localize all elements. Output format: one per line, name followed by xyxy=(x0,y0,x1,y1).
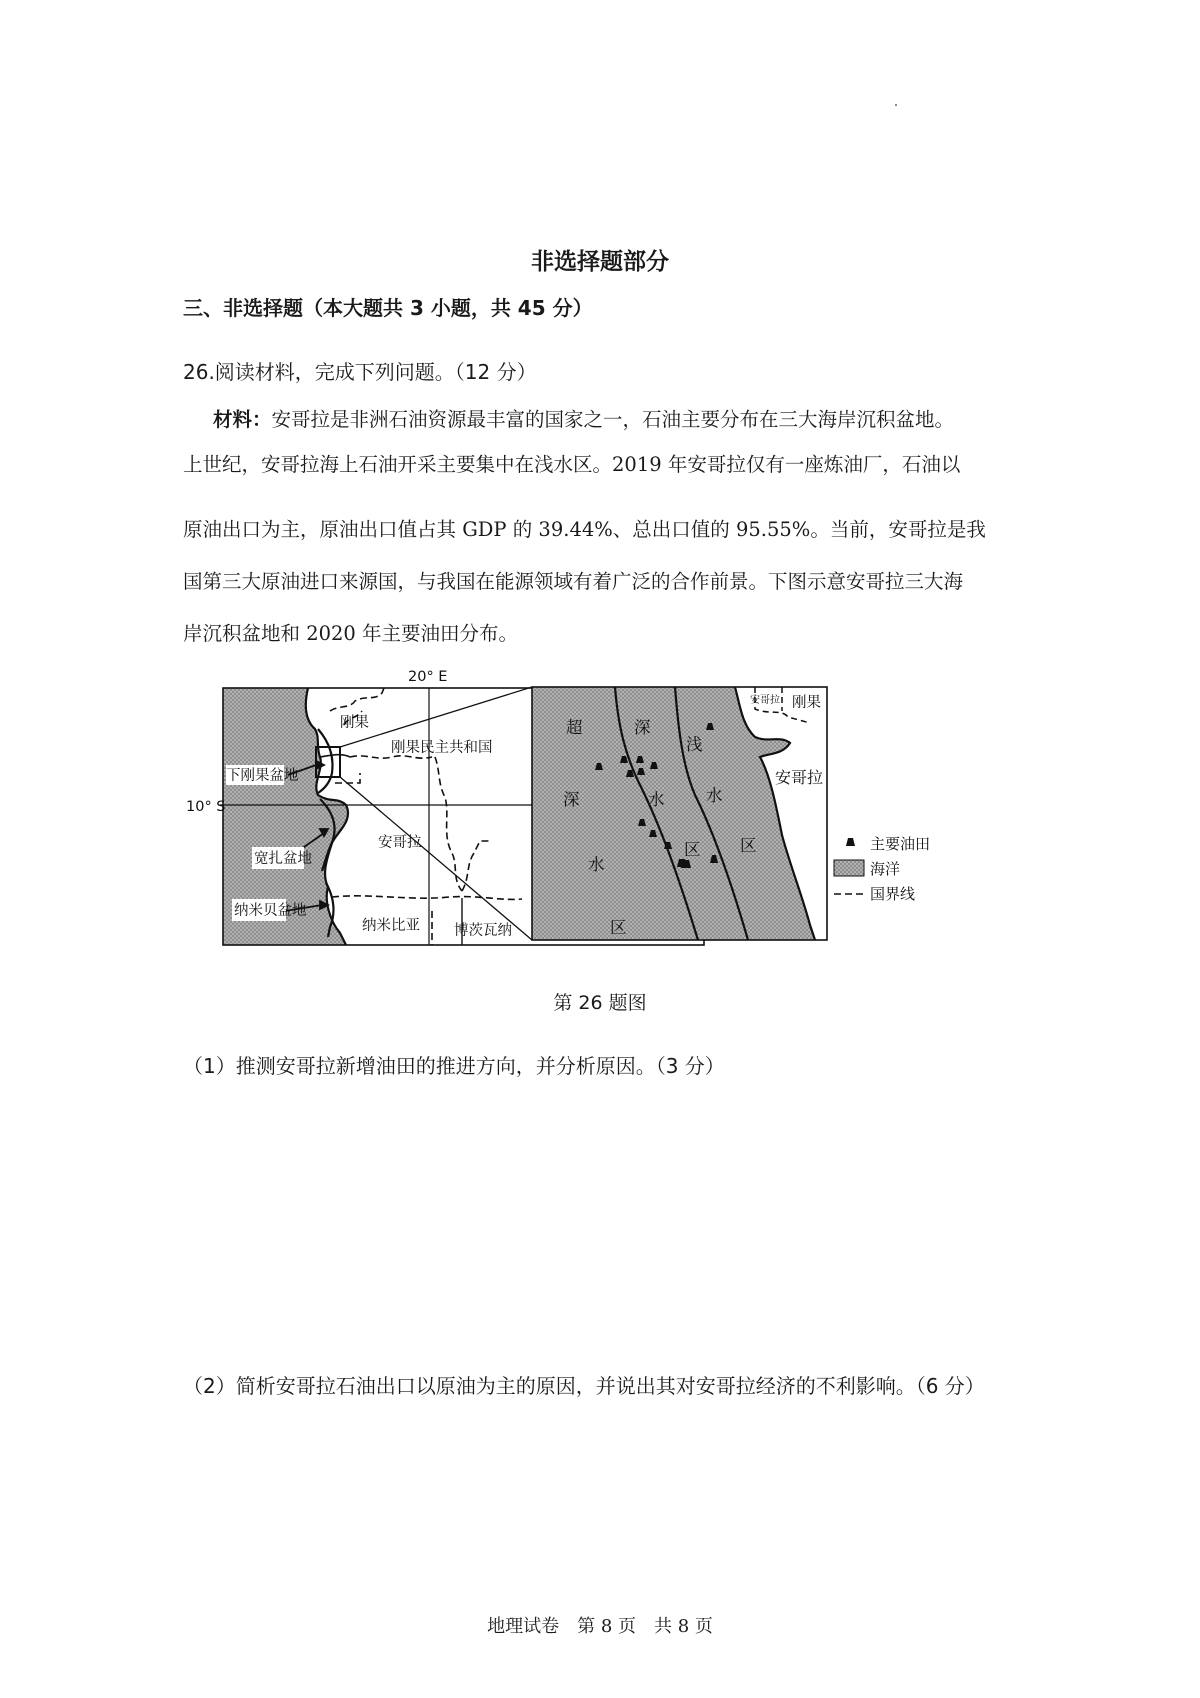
section-title: 非选择题部分 xyxy=(531,249,669,275)
label-namibia: 纳米比亚 xyxy=(362,918,420,934)
figure-caption: 第 26 题图 xyxy=(553,992,647,1014)
zone-shallow-2: 水 xyxy=(706,786,723,805)
label-angola: 安哥拉 xyxy=(378,835,422,851)
label-lower-congo-basin: 下刚果盆地 xyxy=(226,768,299,784)
zone-ultra-deep-2: 深 xyxy=(563,790,580,809)
legend-ocean-label: 海洋 xyxy=(870,860,901,878)
material-line-1 xyxy=(213,408,1063,431)
material-line-4: 国第三大原油进口来源国，与我国在能源领域有着广泛的合作前景。下图示意安哥拉三大海 xyxy=(183,570,964,593)
scan-speck xyxy=(895,104,897,106)
label-congo-right: 刚果 xyxy=(792,695,821,711)
label-namibe-basin: 纳米贝盆地 xyxy=(234,903,307,919)
label-botswana: 博茨瓦纳 xyxy=(454,923,512,939)
part-heading: 三、非选择题（本大题共 3 小题，共 45 分） xyxy=(183,296,593,320)
label-drc: 刚果民主共和国 xyxy=(391,740,493,756)
legend xyxy=(834,835,930,903)
lon-label: 20° E xyxy=(408,669,448,685)
zone-deep-1: 深 xyxy=(634,718,651,737)
zone-shallow-3: 区 xyxy=(740,836,757,855)
material-line-2: 上世纪，安哥拉海上石油开采主要集中在浅水区。2019 年安哥拉仅有一座炼油厂，石油以 xyxy=(183,453,961,476)
page-footer: 地理试卷 第 8 页 共 8 页 xyxy=(487,1616,713,1637)
right-map xyxy=(532,687,827,940)
figure-26 xyxy=(170,665,1055,950)
label-angola-right: 安哥拉 xyxy=(775,768,824,787)
zone-ultra-deep-3: 水 xyxy=(588,855,605,874)
zone-shallow-1: 浅 xyxy=(686,735,703,754)
sub-question-1: （1）推测安哥拉新增油田的推进方向，并分析原因。（3 分） xyxy=(183,1054,725,1078)
question-title: 26.阅读材料，完成下列问题。（12 分） xyxy=(183,360,537,384)
sub-question-2: （2）简析安哥拉石油出口以原油为主的原因，并说出其对安哥拉经济的不利影响。（6 分） xyxy=(183,1374,985,1398)
lat-label: 10° S xyxy=(186,799,226,815)
material-text: 安哥拉是非洲石油资源最丰富的国家之一，石油主要分布在三大海岸沉积盆地。 xyxy=(271,408,955,431)
zone-deep-3: 区 xyxy=(684,840,701,859)
legend-ocean-icon xyxy=(834,860,864,876)
zone-deep-2: 水 xyxy=(648,790,665,809)
legend-border-label: 国界线 xyxy=(870,885,916,903)
label-kwanza-basin: 宽扎盆地 xyxy=(254,851,312,867)
legend-oilfield-label: 主要油田 xyxy=(870,835,931,853)
material-line-3: 原油出口为主，原油出口值占其 GDP 的 39.44%、总出口值的 95.55%。当前，安哥拉是我 xyxy=(183,518,986,541)
zone-ultra-deep-1: 超 xyxy=(566,718,583,737)
zone-ultra-deep-4: 区 xyxy=(610,918,627,937)
material-line-5: 岸沉积盆地和 2020 年主要油田分布。 xyxy=(183,622,519,645)
label-congo: 刚果 xyxy=(340,715,369,731)
material-lead: 材料： xyxy=(213,408,272,431)
legend-oilfield-icon xyxy=(846,838,855,846)
label-angola-small: 安哥拉 xyxy=(750,695,780,706)
